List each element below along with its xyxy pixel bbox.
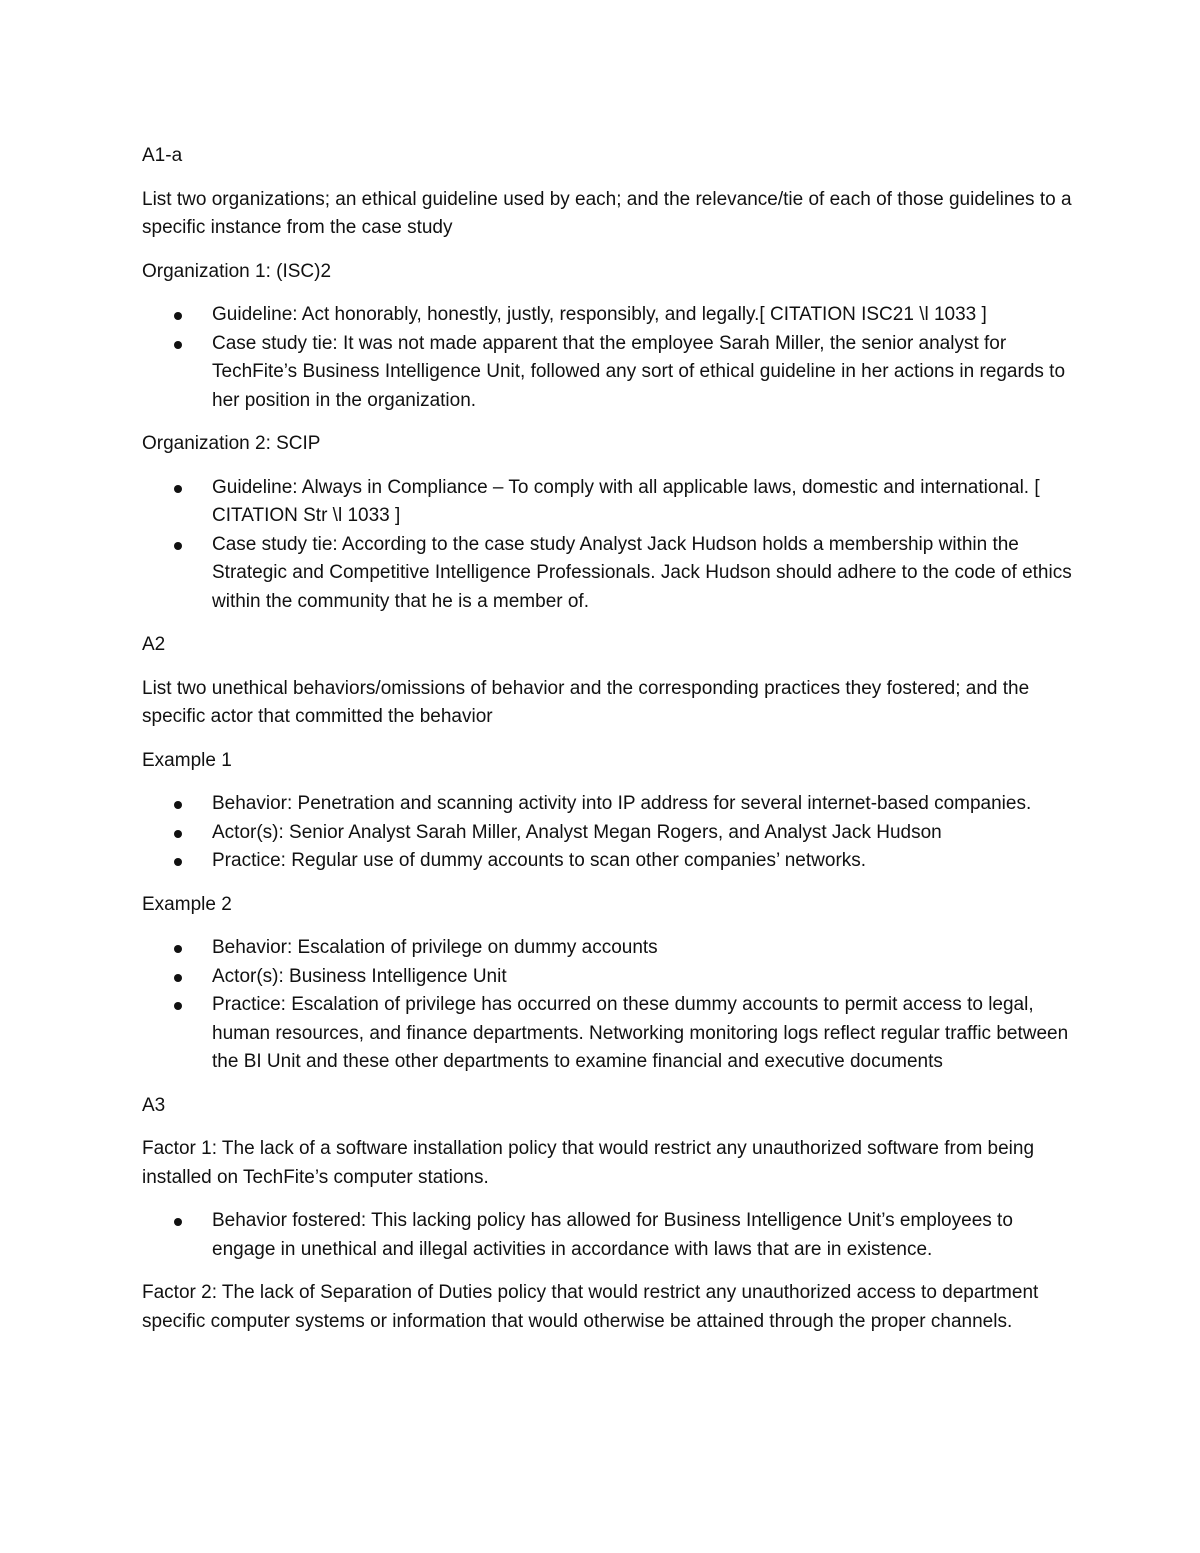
example-2-title: Example 2 [142, 893, 232, 915]
factor-1-bullets [142, 1207, 1072, 1264]
bullet-text: Behavior: Penetration and scanning activity into IP address for several internet-based companies. [212, 793, 1032, 814]
bullet-icon [174, 945, 182, 953]
bullet-text: Actor(s): Business Intelligence Unit [212, 965, 507, 987]
section-prompt-a2: List two unethical behaviors/omissions of behavior and the corresponding practices they fostered; and the specific actor that committed the behavior [142, 677, 1030, 727]
document-page [142, 142, 1072, 1351]
bullet-icon [174, 801, 182, 809]
organization-1-bullets [142, 301, 1072, 415]
bullet-text: Case study tie: According to the case study Analyst Jack Hudson holds a membership within the Strategic and Competitive Intelligence Professionals. Jack Hudson should adhere to the code of ethics within the community that he is a member of. [212, 533, 1072, 612]
organization-1-title: Organization 1: (ISC)2 [142, 260, 332, 282]
list-item [142, 934, 1072, 963]
list-item [142, 1207, 1072, 1264]
bullet-text: Behavior: Escalation of privilege on dummy accounts [212, 937, 658, 958]
list-item [142, 330, 1072, 416]
bullet-icon [174, 974, 182, 982]
example-2-bullets [142, 934, 1072, 1077]
list-item [142, 474, 1072, 531]
bullet-icon [174, 830, 182, 838]
bullet-icon [174, 1002, 182, 1010]
list-item [142, 531, 1072, 617]
factor-2-text: Factor 2: The lack of Separation of Duties policy that would restrict any unauthorized access to department specific computer systems or information that would otherwise be attained through the proper channels. [142, 1282, 1039, 1332]
section-heading-a3: A3 [142, 1094, 166, 1116]
organization-2-title: Organization 2: SCIP [142, 433, 321, 454]
bullet-icon [174, 485, 182, 493]
bullet-text: Behavior fostered: This lacking policy has allowed for Business Intelligence Unit’s employees to engage in unethical and illegal activities in accordance with laws that are in existence. [212, 1210, 1013, 1260]
bullet-text: Practice: Regular use of dummy accounts to scan other companies’ networks. [212, 850, 867, 871]
bullet-icon [174, 312, 182, 320]
list-item [142, 790, 1072, 819]
list-item [142, 963, 1072, 992]
list-item [142, 819, 1072, 848]
bullet-icon [174, 542, 182, 550]
example-1-title: Example 1 [142, 749, 232, 771]
bullet-text: Guideline: Always in Compliance – To comply with all applicable laws, domestic and international. [ CITATION Str \l 1033 ] [212, 476, 1040, 526]
bullet-text: Case study tie: It was not made apparent that the employee Sarah Miller, the senior analyst for TechFite’s Business Intelligence Unit, followed any sort of ethical guideline in her actions in regards to her position in the organization. [212, 332, 1066, 411]
organization-2-bullets [142, 474, 1072, 617]
section-heading-a2: A2 [142, 634, 166, 655]
factor-1-text: Factor 1: The lack of a software installation policy that would restrict any unauthorized software from being installed on TechFite’s computer stations. [142, 1138, 1035, 1188]
section-heading-a1a: A1-a [142, 145, 183, 166]
bullet-text: Guideline: Act honorably, honestly, justly, responsibly, and legally.[ CITATION ISC21 \l 1033 ] [212, 304, 987, 325]
list-item [142, 991, 1072, 1077]
bullet-icon [174, 341, 182, 349]
list-item [142, 847, 1072, 876]
section-prompt-a1a: List two organizations; an ethical guideline used by each; and the relevance/tie of each of those guidelines to a specific instance from the case study [142, 188, 1072, 238]
example-1-bullets [142, 790, 1072, 876]
bullet-text: Practice: Escalation of privilege has occurred on these dummy accounts to permit access to legal, human resources, and finance departments. Networking monitoring logs reflect regular traffic between the BI Unit and these other departments to examine financial and executive documents [212, 994, 1069, 1072]
bullet-icon [174, 1218, 182, 1226]
bullet-text: Actor(s): Senior Analyst Sarah Miller, Analyst Megan Rogers, and Analyst Jack Hudson [212, 821, 942, 843]
list-item [142, 301, 1072, 330]
bullet-icon [174, 858, 182, 866]
